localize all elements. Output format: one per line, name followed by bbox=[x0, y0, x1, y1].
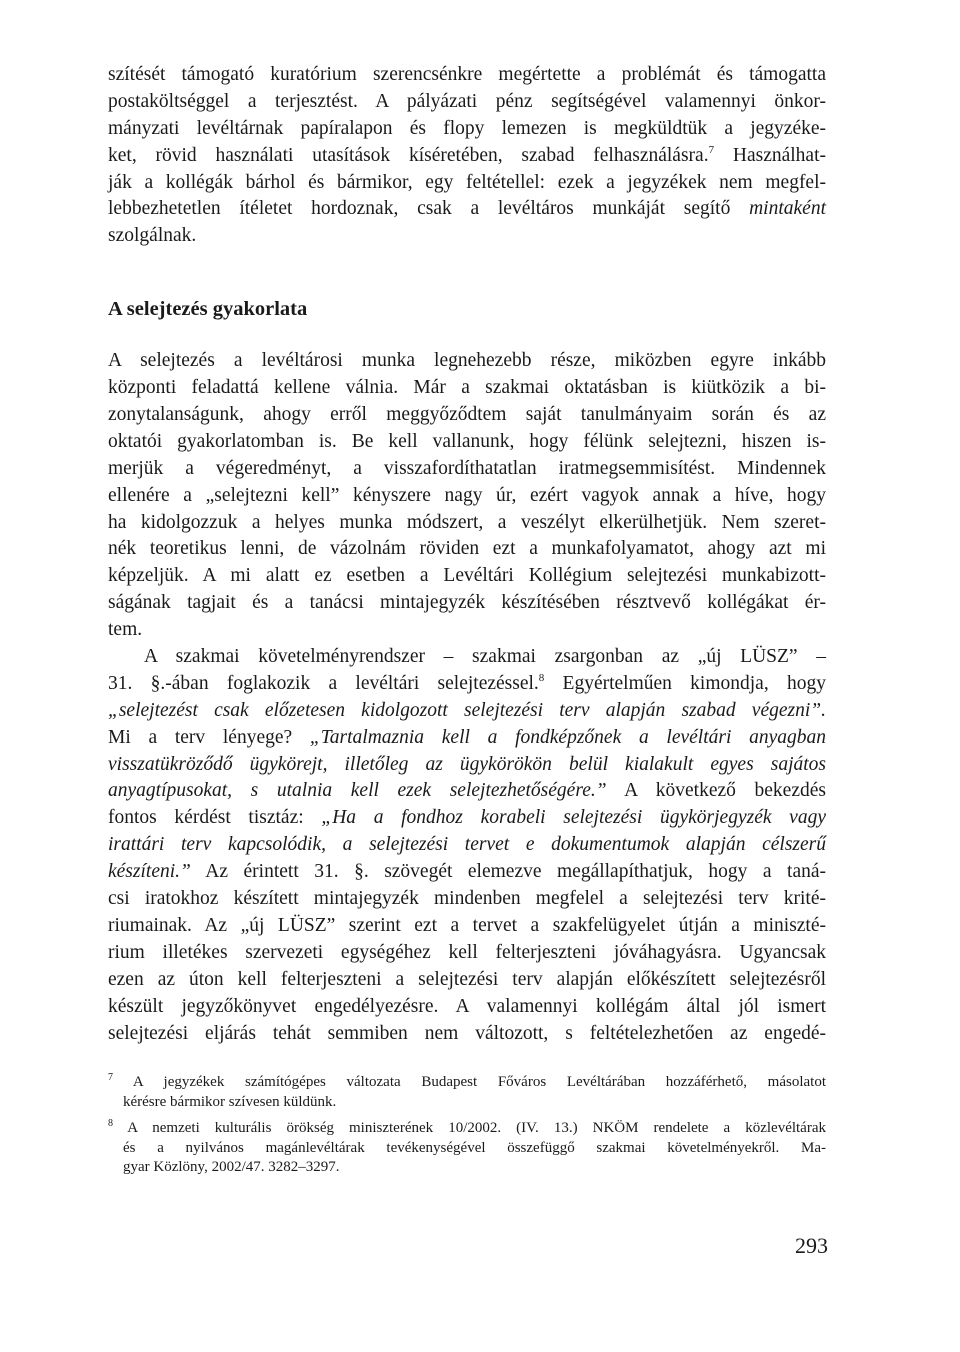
text-fragment: lebbezhetetlen ítéletet hordoznak, csak a levéltáros munkáját segítő bbox=[108, 198, 750, 220]
page-number: 293 bbox=[795, 1233, 828, 1258]
text-line: szolgálnak. bbox=[108, 225, 197, 247]
emphasis: anyagtípusokat, s utalnia kell ezek selejtezhetőségére.” bbox=[108, 780, 607, 802]
text-line: A selejtezés a levéltárosi munka legnehezebb része, miközben egyre inkább bbox=[108, 350, 826, 372]
footnote-number: 8 bbox=[108, 1118, 113, 1129]
text-fragment: Használhat- bbox=[714, 144, 826, 166]
text-line: zonytalanságunk, ahogy erről meggyőződtem saját tanulmányaim során és az bbox=[108, 404, 826, 426]
text-fragment: A következő bekezdés bbox=[606, 780, 826, 802]
text-fragment: ket, rövid használati utasítások kíséretében, szabad felhasználásra. bbox=[108, 144, 709, 166]
emphasis: mintaként bbox=[749, 198, 826, 220]
footnotes bbox=[108, 1073, 826, 1178]
footnote-text: A nemzeti kulturális örökség miniszterének 10/2002. (IV. 13.) NKÖM rendelete a közlevéltárak bbox=[113, 1120, 826, 1136]
text-fragment: Egyértelműen kimondja, hogy bbox=[544, 672, 826, 694]
paragraph-3 bbox=[108, 644, 826, 1047]
text-line: csi iratokhoz készített mintajegyzék mindenben megfelel a selejtezési terv krité- bbox=[108, 888, 826, 910]
page-body bbox=[108, 62, 826, 1047]
footnote-text: A jegyzékek számítógépes változata Budapest Főváros Levéltárában hozzáférhető, másolatot bbox=[113, 1074, 826, 1090]
footnote-8 bbox=[108, 1119, 826, 1139]
text-fragment: Mi a terv lényege? bbox=[108, 726, 310, 748]
text-line bbox=[108, 832, 826, 859]
text-line bbox=[108, 196, 826, 223]
text-line: készült jegyzőkönyvet engedélyezésre. A valamennyi kollégám által jól ismert bbox=[108, 995, 826, 1017]
text-line: nék teoretikus lenni, de vázolnám röviden ezt a munkafolyamatot, ahogy azt mi bbox=[108, 538, 826, 560]
text-line: merjük a végeredményt, a visszafordíthatatlan iratmegsemmisítést. Mindennek bbox=[108, 457, 826, 479]
text-line: postaköltséggel a terjesztést. A pályázati pénz segítségével valamennyi önkor- bbox=[108, 90, 826, 112]
text-line: selejtezési eljárás tehát semmiben nem változott, s feltételezhetően az engedé- bbox=[108, 1022, 826, 1044]
text-line bbox=[108, 671, 826, 698]
footnote-line: gyar Közlöny, 2002/47. 3282–3297. bbox=[123, 1159, 340, 1175]
text-line: oktatói gyakorlatomban is. Be kell vallanunk, hogy félünk selejtezni, hiszen is- bbox=[108, 430, 826, 452]
text-line bbox=[108, 778, 826, 805]
text-line: rium illetékes szervezeti egységéhez kell felterjeszteni jóváhagyásra. Ugyancsak bbox=[108, 941, 826, 963]
text-line: képzeljük. A mi alatt ez esetben a Levéltári Kollégium selejtezési munkabizott- bbox=[108, 565, 826, 587]
text-line: tem. bbox=[108, 619, 143, 641]
footnote-line: kérésre bármikor szívesen küldünk. bbox=[123, 1093, 337, 1110]
emphasis: „Ha a fondhoz korabeli selejtezési ügykörjegyzék vagy bbox=[321, 807, 826, 829]
text-line: központi feladattá kellene válnia. Már a szakmai oktatásban is kiütközik a bi- bbox=[108, 377, 826, 399]
paragraph-2 bbox=[108, 348, 826, 644]
text-line: ják a kollégák bárhol és bármikor, egy feltétellel: ezek a jegyzékek nem megfel- bbox=[108, 171, 826, 193]
text-fragment: 31. §.-ában foglakozik a levéltári selejtezéssel. bbox=[108, 672, 539, 694]
footnote-ref-8: 8 bbox=[538, 671, 545, 684]
text-line bbox=[108, 698, 826, 725]
footnote-line: és a nyilvános magánlevéltárak tevékenységével összefüggő szakmai követelményekről. Ma- bbox=[123, 1139, 826, 1156]
text-line bbox=[108, 805, 826, 832]
text-line: ezen az úton kell felterjeszteni a selejtezési terv alapján előkészített selejtezésről bbox=[108, 968, 826, 990]
text-line: szítését támogató kuratórium szerencsénkre megértette a problémát és támogatta bbox=[108, 64, 826, 85]
section-heading: A selejtezés gyakorlata bbox=[108, 298, 308, 321]
emphasis: készíteni.” bbox=[108, 861, 191, 883]
text-line: ságának tagjait és a tanácsi mintajegyzék készítésében résztvevő kollégákat ér- bbox=[108, 592, 826, 614]
text-line bbox=[108, 859, 826, 886]
text-line bbox=[108, 725, 826, 752]
footnote-ref-7: 7 bbox=[708, 143, 715, 156]
text-line: mányzati levéltárnak papíralapon és flopy lemezen is megküldtük a jegyzéke- bbox=[108, 117, 826, 139]
text-line: riumainak. Az „új LÜSZ” szerint ezt a tervet a szakfelügyelet útján a miniszté- bbox=[108, 914, 826, 936]
footnote-number: 7 bbox=[108, 1072, 113, 1083]
text-fragment: Az érintett 31. §. szövegét elemezve megállapíthatjuk, hogy a taná- bbox=[190, 861, 826, 883]
text-fragment: fontos kérdést tisztáz: bbox=[108, 807, 322, 829]
paragraph-1 bbox=[108, 62, 826, 250]
footnote-7 bbox=[108, 1073, 826, 1093]
text-line: ellenére a „selejtezni kell” kényszere nagy úr, ezért vagyok annak a híve, hogy bbox=[108, 484, 826, 506]
emphasis: visszatükröződő ügykörejt, illetőleg az ügykörökön belül kialakult egyes sajátos bbox=[108, 753, 826, 775]
emphasis: „Tartalmaznia kell a fondképzőnek a levéltári anyagban bbox=[309, 726, 826, 748]
text-line: A szakmai követelményrendszer – szakmai zsargonban az „új LÜSZ” – bbox=[144, 646, 826, 668]
text-line bbox=[108, 143, 826, 170]
emphasis: „selejtezést csak előzetesen kidolgozott selejtezési terv alapján szabad végezni”. bbox=[108, 699, 826, 721]
emphasis: irattári terv kapcsolódik, a selejtezési tervet e dokumentumok alapján célszerű bbox=[108, 834, 826, 856]
text-line bbox=[108, 752, 826, 779]
text-line: ha kidolgozzuk a helyes munka módszert, a veszélyt elkerülhetjük. Nem szeret- bbox=[108, 511, 826, 533]
